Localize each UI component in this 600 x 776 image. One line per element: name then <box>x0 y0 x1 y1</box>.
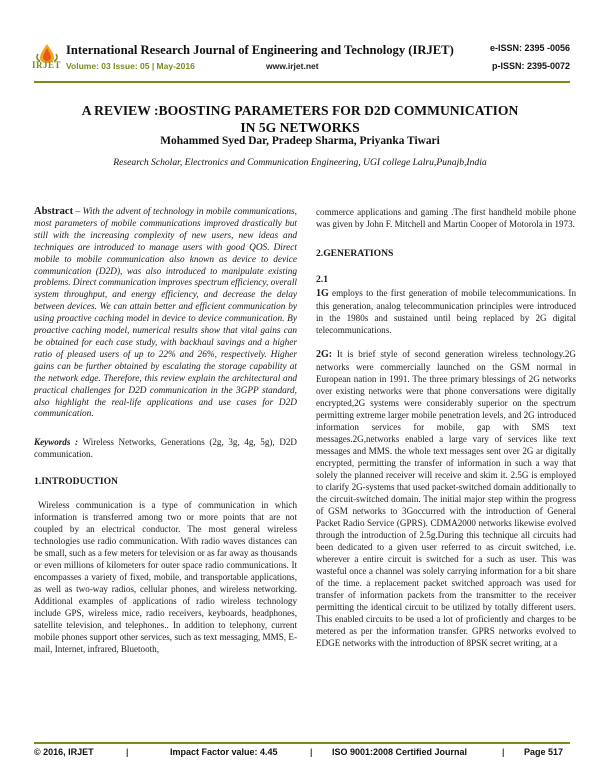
paper-title <box>50 103 550 136</box>
author-affiliation: Research Scholar, Electronics and Communication Engineering, UGI college Lalru,Punajb,India <box>113 157 487 168</box>
footer-iso-certification: ISO 9001:2008 Certified Journal <box>332 747 468 757</box>
text-2g: It is brief style of second generation wireless technology.2G networks were commercially launched on the GSM normal in European nation in 1991. The three primary blessings of 2G networks over existing networks were that phone conversations were digitally encrypted,2G systems were considerably superior on the spectrum permitting extreme larger mobile penetration levels, and 2G introduced information services for mobile, gap with SMS text messages.2G,networks enabled a large vary of services like text messages and MMS. the whole text messages sent over 2G ar digitally encrypted, permitting the transfer of information in such a way that solely the planned receiver will receive and skim it. 2.5G is employed to clarify 2G-systems that used packet-switched domain additionally to the circuit-switched domain. The initial major step within the progress of GSM networks to 3Goccurred with the introduction of General Packet Radio Service (GPRS). CDMA2000 networks likewise evolved through the introduction of 2.5g.During this technique all circuits had been dedicated to a given user referred to as circuit switched, i.e. wherever a entire circuit is switched for a such as user. This was wasteful once a channel was solely carrying information for a bit share of the time. a replacement packet switched approach was used for transfer of information packets from the transmitter to the receiver permitting the identical circuit to be utilized by totally different users. This enabled circuits to be used a lot of proficiently and charges to be metered as per the information transfer. GPRS networks evolved to EDGE networks with the introduction of 8PSK secret writing, at a <box>316 349 576 648</box>
abstract-text: – With the advent of technology in mobile communications, most parameters of mobile communications improved drastically but still with the increasing complexity of new users, new ideas and techniques are introduced to manage users with good QOS. Direct mobile to mobile communication also known as device to device communication (D2D), was also introduced to manipulate existing problems. Direct communication improves spectrum efficiency, overall system throughput, and energy efficiency, and decrease the delay between devices. We can attain better and efficient communication by using proactive caching model in device to device communication. By proactive caching model, numerical results show that vital gains can be obtained for each case study, with backhaul savings and a higher ratio of pleased users of up to 22% and 26%, respectively. Higher gains can be further obtained by escalating the storage capability at the network edge. Therefore, this review explain the architectural and practical challenges for D2D communication in the 3GPP standard, also highlight the real-life applications and use cases for D2D communication. <box>34 207 297 420</box>
irjet-logo-icon <box>34 42 60 76</box>
footer-separator: | <box>502 747 505 757</box>
abstract <box>34 206 297 421</box>
footer-separator: | <box>126 747 129 757</box>
paper-title-line-1: A REVIEW :BOOSTING PARAMETERS FOR D2D COMMUNICATION <box>81 103 519 118</box>
introduction-paragraph: Wireless communication is a type of communication in which information is transferred among two or more points that are not coupled by an electrical conductor. The most general wireless technologies use radio communication. With radio waves distances can be small, such as a few meters for television or as far away as thousands or even millions of kilometers for outer space radio communications. It encompasses a variety of fixed, mobile, and transportable applications, as well as two-way radios, cellular phones, and wireless networking. Additional examples of applications of radio wireless technology include GPS, wireless mice, radio receivers, keyboards, headphones, satellite television, and telephones.. In addition to telephony, current mobile phones support other services, such as text messaging, MMS, E-mail, Internet, infrared, Bluetooth, <box>34 500 297 655</box>
page-footer <box>34 747 570 761</box>
footer-separator: | <box>310 747 313 757</box>
keywords-label: Keywords : <box>34 437 79 448</box>
section-heading-generations: 2.GENERATIONS <box>316 248 394 259</box>
keywords <box>34 436 297 460</box>
header-divider <box>34 81 570 83</box>
footer-copyright: © 2016, IRJET <box>34 747 94 757</box>
footer-page-number: Page 517 <box>524 747 564 757</box>
paper-title-line-2: IN 5G NETWORKS <box>240 119 360 135</box>
volume-issue: Volume: 03 Issue: 05 | May-2016 <box>66 61 195 71</box>
text-1g: employs to the first generation of mobile telecommunications. In this generation, analog telecommunication principles were introduced in the 1980s and sustained until being replaced by 2G digital telecommunications. <box>316 288 576 335</box>
right-column <box>316 206 576 649</box>
logo-wordmark: IRJET <box>32 60 62 70</box>
subsection-number: 2.1 <box>316 274 328 285</box>
footer-divider <box>34 742 570 744</box>
journal-website: www.irjet.net <box>266 61 319 71</box>
paragraph-2g <box>316 348 576 649</box>
abstract-label: Abstract <box>34 206 74 217</box>
keywords-text: Wireless Networks, Generations (2g, 3g, 4g, 5g), D2D communication. <box>34 437 298 460</box>
p-issn: p-ISSN: 2395-0072 <box>491 61 570 71</box>
lead-2g: 2G: <box>316 349 333 360</box>
journal-header <box>34 36 570 78</box>
paper-authors: Mohammed Syed Dar, Pradeep Sharma, Priyanka Tiwari <box>160 135 440 147</box>
continued-paragraph: commerce applications and gaming .The first handheld mobile phone was given by John F. Mitchell and Martin Cooper of Motorola in 1973. <box>316 207 576 229</box>
e-issn: e-ISSN: 2395 -0056 <box>489 43 570 53</box>
journal-title: International Research Journal of Engineering and Technology (IRJET) <box>66 43 454 57</box>
lead-1g: 1G <box>316 288 329 299</box>
left-column <box>34 206 297 655</box>
paragraph-1g <box>316 287 576 336</box>
footer-impact-factor: Impact Factor value: 4.45 <box>170 747 278 757</box>
section-heading-introduction: 1.INTRODUCTION <box>34 476 118 488</box>
